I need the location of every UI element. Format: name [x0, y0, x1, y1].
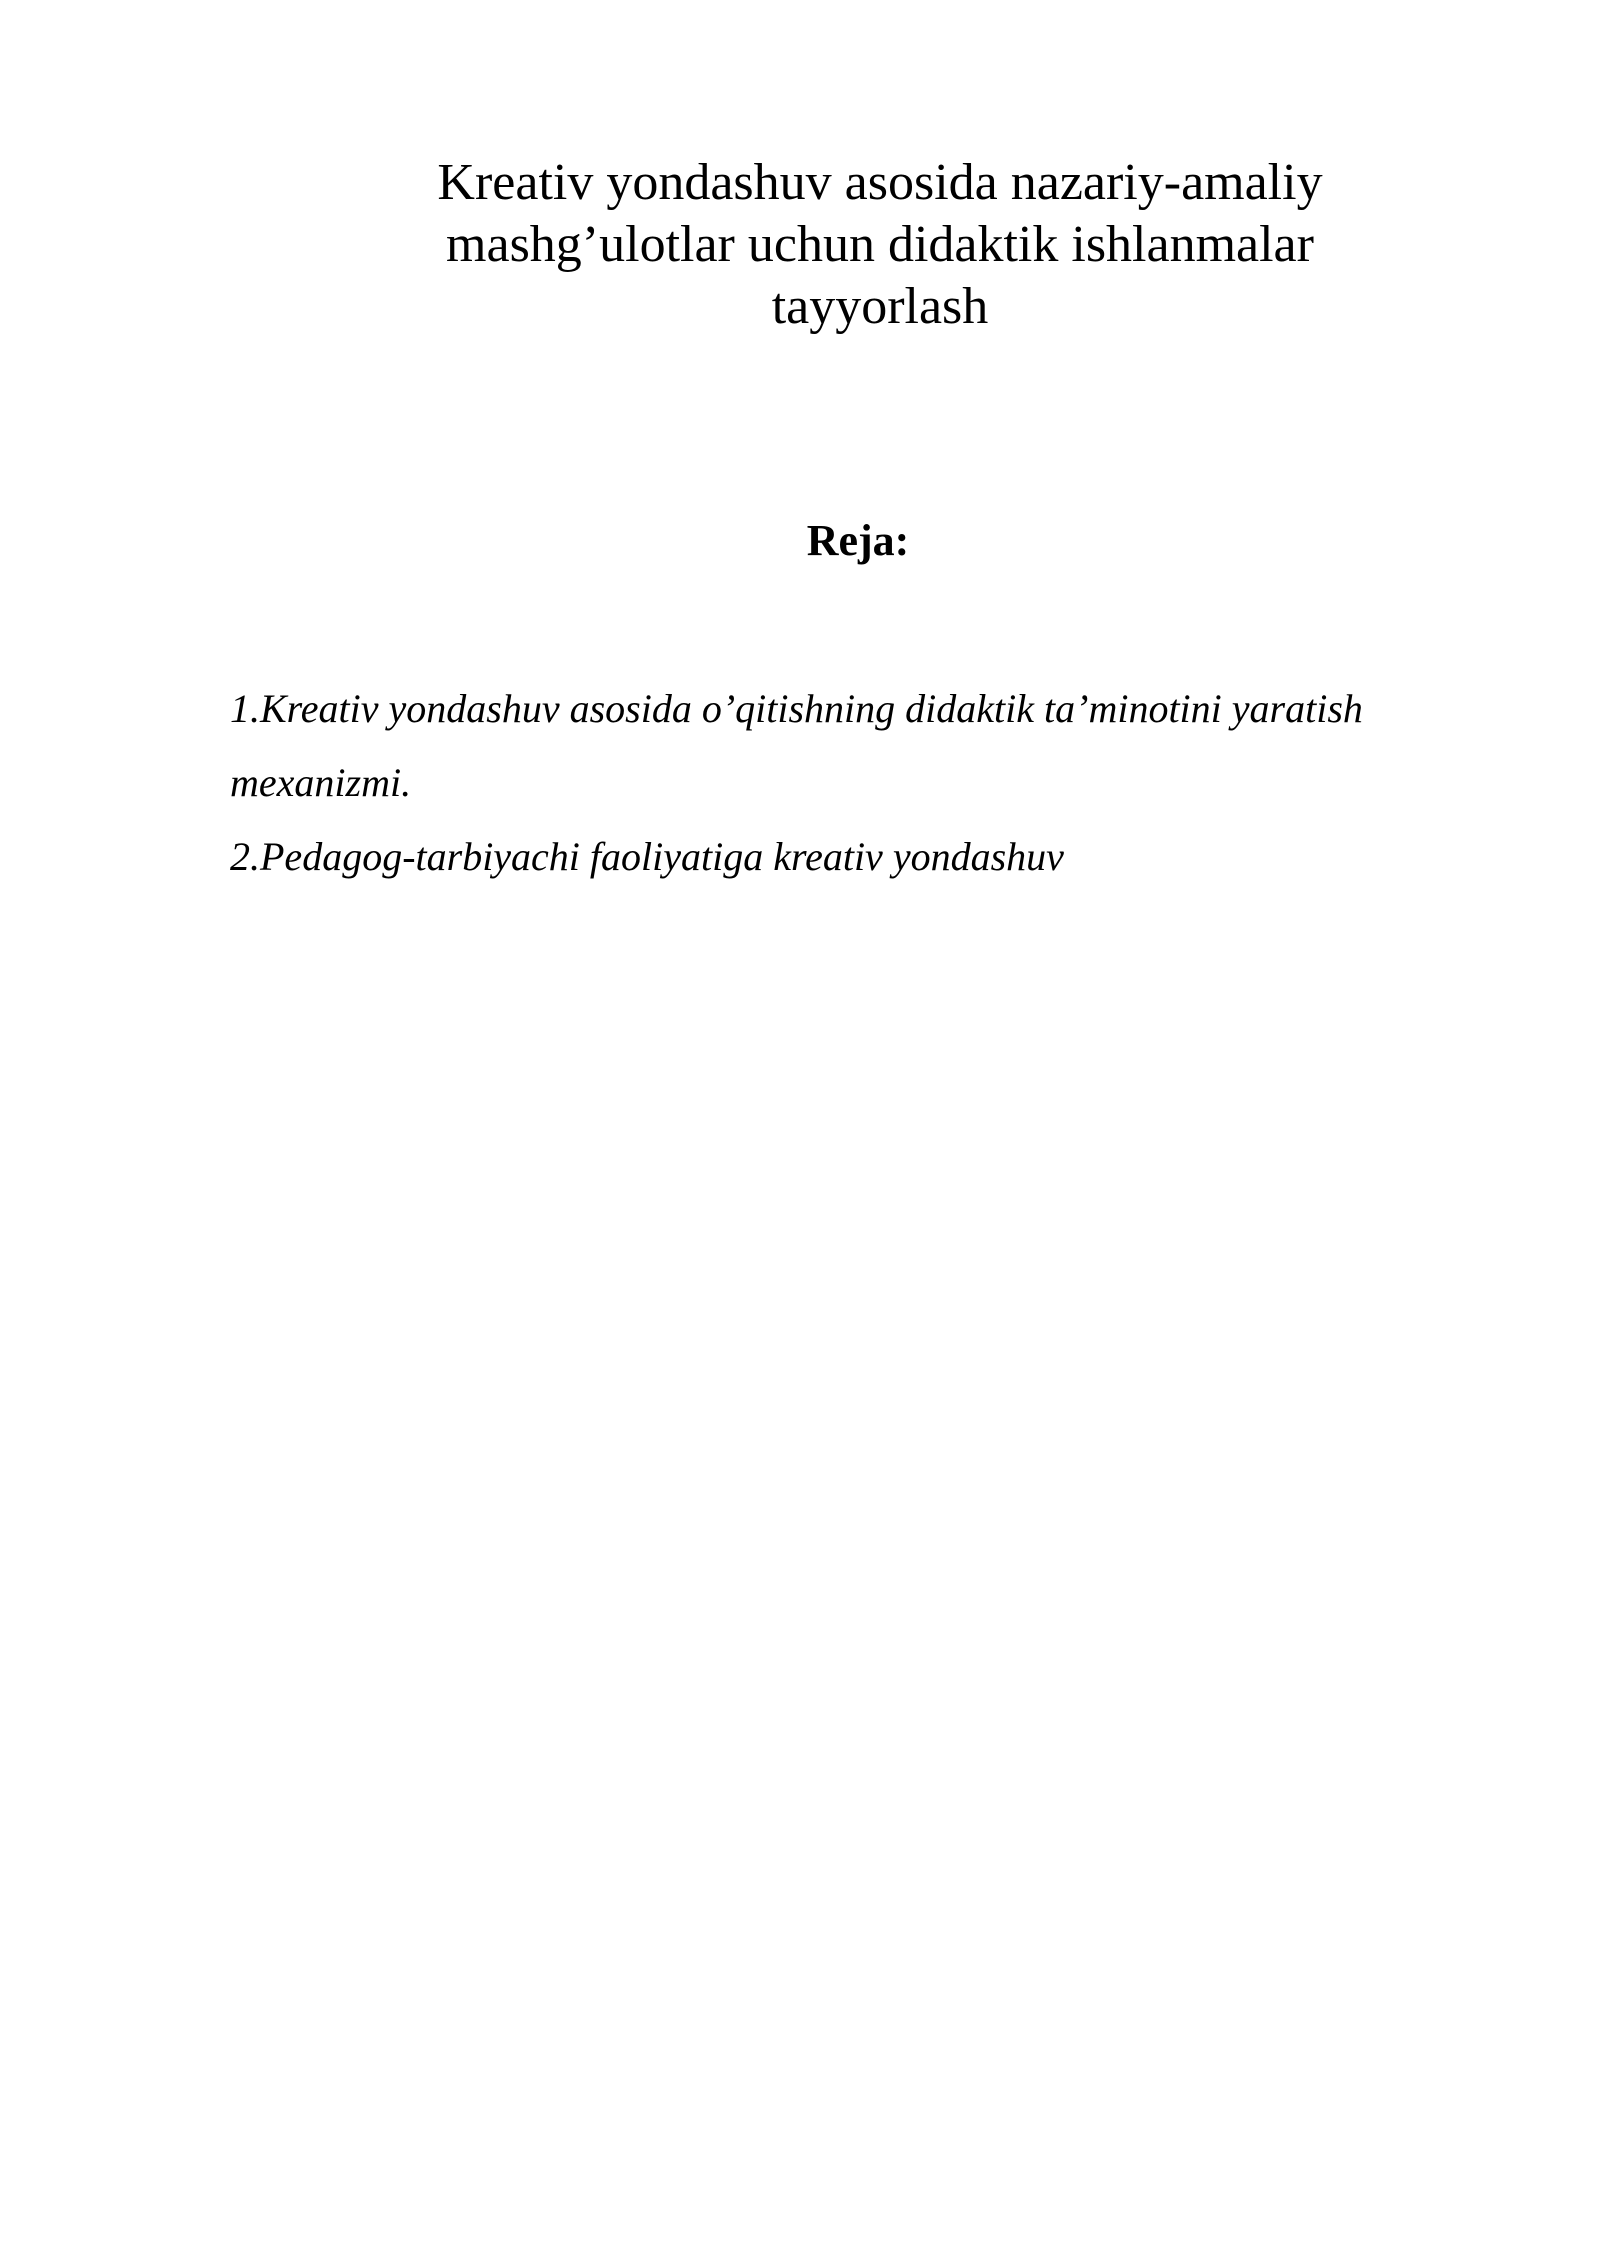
plan-item-2 — [230, 820, 1480, 894]
title-line-1: Kreativ yondashuv asosida nazariy-amaliy — [437, 154, 1323, 211]
title-line-3: tayyorlash — [771, 278, 989, 335]
plan-list — [230, 672, 1480, 894]
plan-item-1 — [230, 672, 1480, 820]
plan-item-2-line-1: 2.Pedagog-tarbiyachi faoliyatiga kreativ yondashuv — [230, 834, 1064, 879]
document-title — [330, 152, 1430, 338]
title-line-2: mashg’ulotlar uchun didaktik ishlanmalar — [446, 216, 1314, 273]
plan-item-1-line-1: 1.Kreativ yondashuv asosida o’qitishning didaktik ta’minotini yaratish — [230, 686, 1363, 731]
plan-item-1-line-2: mexanizmi. — [230, 760, 412, 805]
plan-heading: Reja: — [806, 516, 910, 565]
